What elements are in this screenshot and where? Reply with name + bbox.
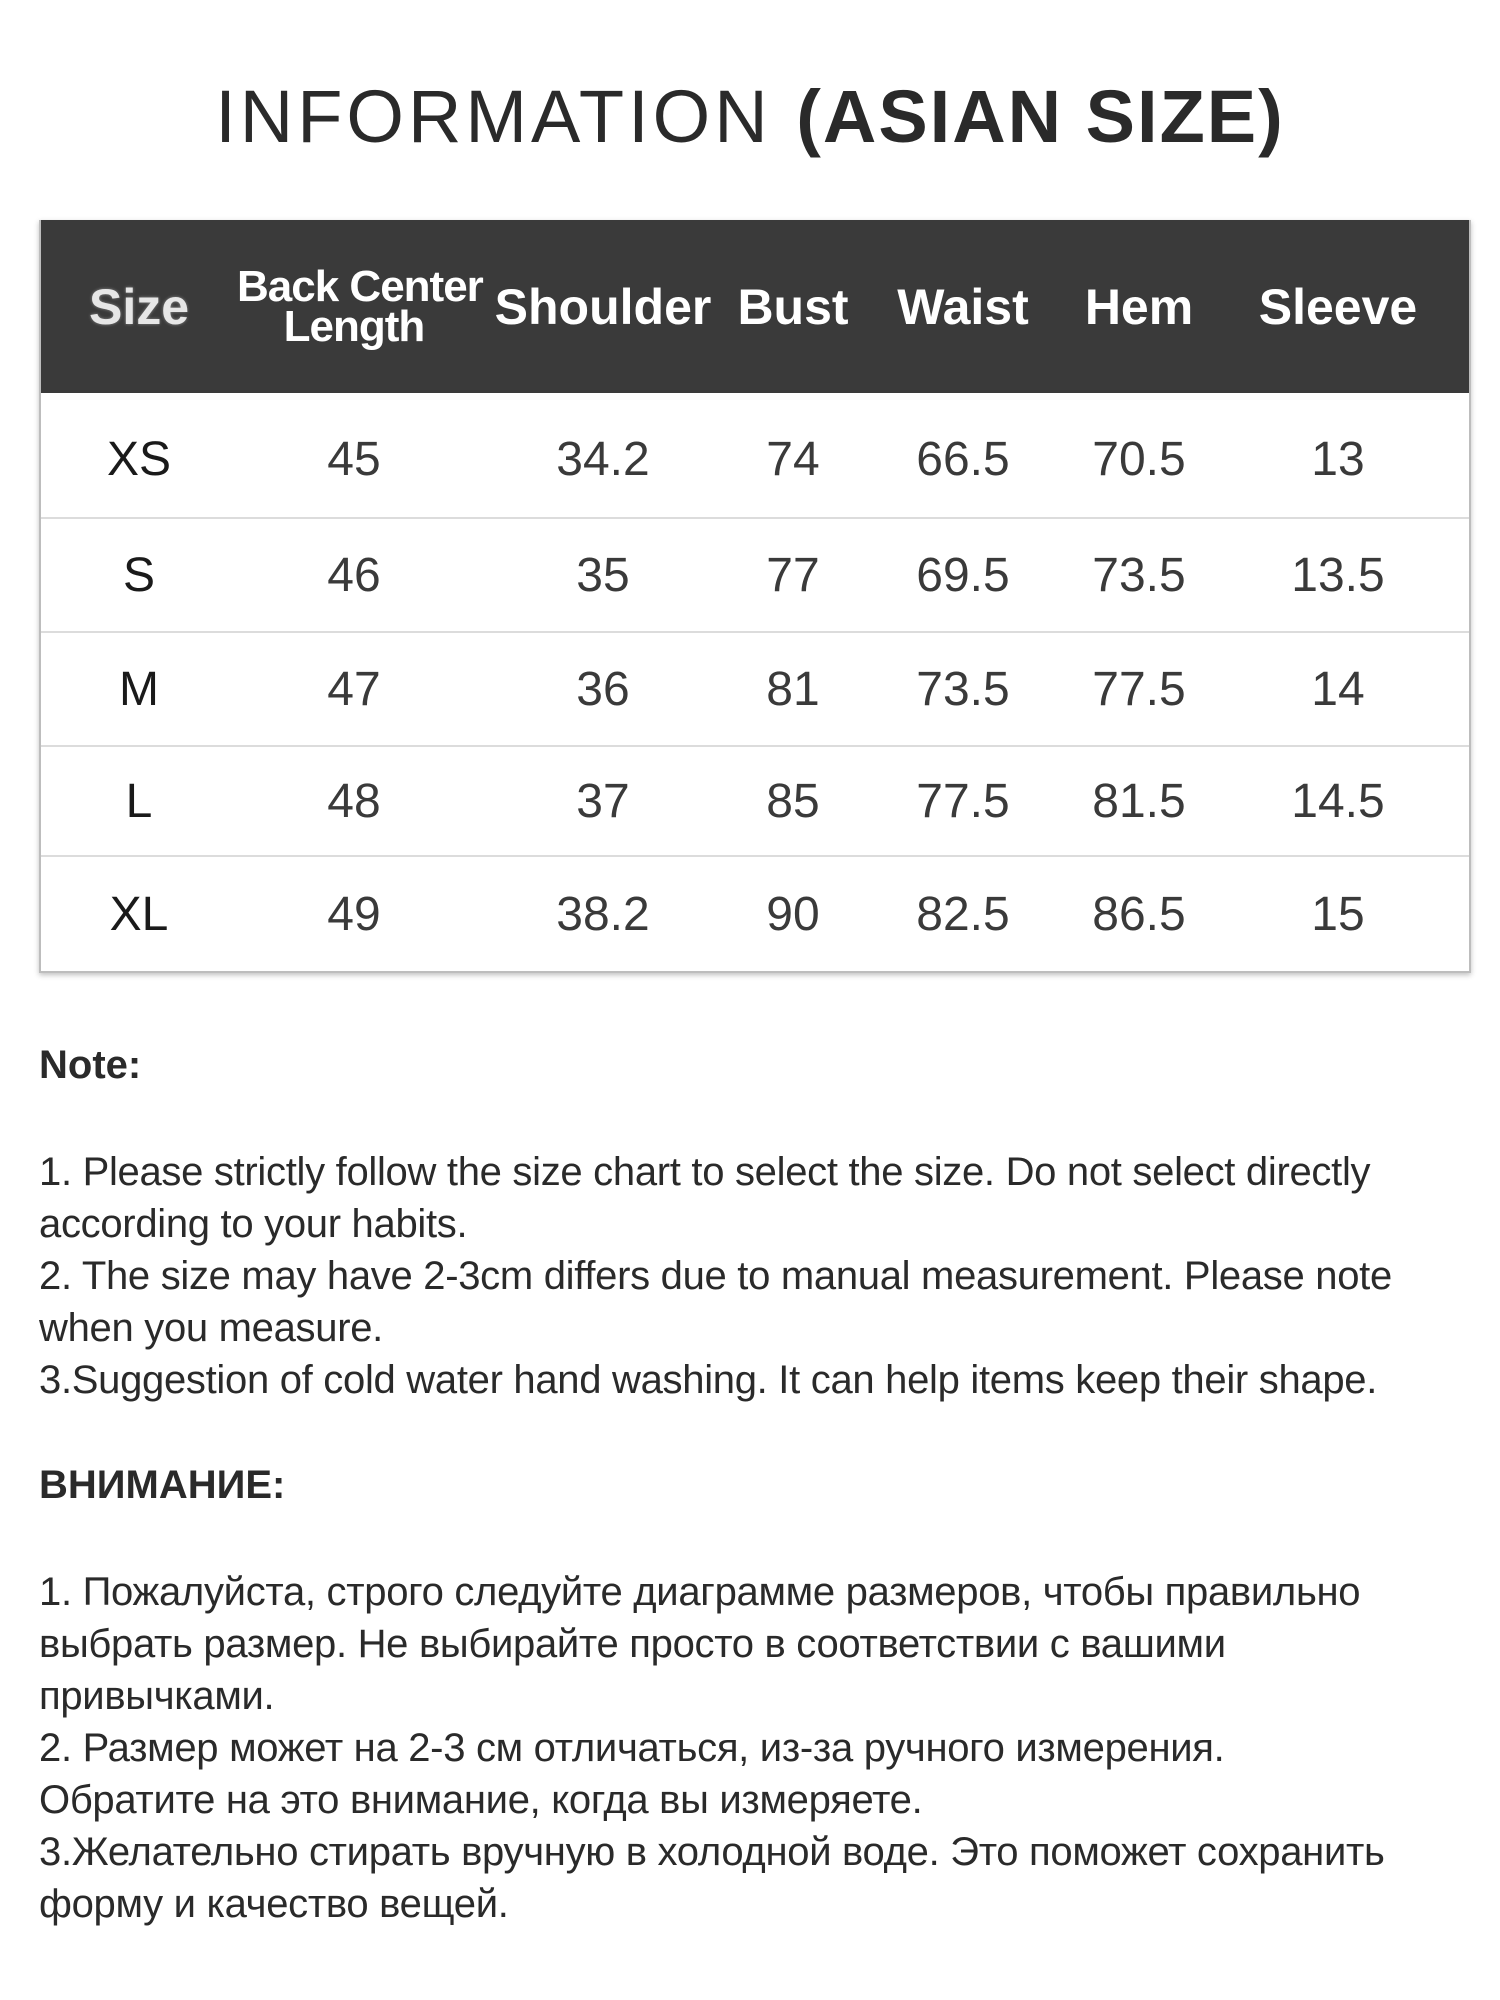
cell-back-center-length: 49 bbox=[327, 887, 381, 941]
cell-bust: 90 bbox=[766, 887, 820, 941]
cell-waist: 73.5 bbox=[916, 662, 1010, 716]
cell-hem: 70.5 bbox=[1092, 432, 1186, 486]
cell-size: S bbox=[122, 548, 155, 602]
note-line: привычками. bbox=[39, 1674, 275, 1718]
header-back-center-length bbox=[237, 261, 483, 351]
cell-size: XS bbox=[106, 432, 172, 486]
header-bust: Bust bbox=[737, 278, 849, 335]
header-sleeve: Sleeve bbox=[1258, 278, 1418, 335]
cell-waist: 82.5 bbox=[916, 887, 1010, 941]
note-russian bbox=[39, 1460, 1469, 1930]
cell-shoulder: 38.2 bbox=[556, 887, 650, 941]
note-english bbox=[39, 1040, 1469, 1406]
table-row bbox=[41, 401, 1469, 519]
cell-back-center-length: 47 bbox=[327, 662, 381, 716]
header-hem: Hem bbox=[1084, 278, 1194, 335]
size-table-header bbox=[41, 220, 1469, 393]
size-table-body bbox=[41, 393, 1469, 971]
note-line: 2. The size may have 2-3cm differs due to manual measurement. Please note bbox=[39, 1254, 1392, 1298]
cell-sleeve: 14.5 bbox=[1291, 774, 1385, 828]
table-row bbox=[41, 633, 1469, 747]
cell-sleeve: 13 bbox=[1311, 432, 1365, 486]
cell-size: M bbox=[119, 662, 159, 716]
cell-size: XL bbox=[109, 887, 169, 941]
cell-shoulder: 36 bbox=[576, 662, 630, 716]
note-english-lines bbox=[39, 1146, 1469, 1406]
table-row bbox=[41, 747, 1469, 857]
note-russian-heading: ВНИМАНИЕ: bbox=[39, 1463, 286, 1507]
note-line: according to your habits. bbox=[39, 1202, 468, 1246]
cell-back-center-length: 45 bbox=[327, 432, 381, 486]
note-line: 1. Пожалуйста, строго следуйте диаграмме размеров, чтобы правильно bbox=[39, 1570, 1361, 1614]
size-table bbox=[39, 220, 1471, 973]
note-line: 3.Suggestion of cold water hand washing. It can help items keep their shape. bbox=[39, 1358, 1378, 1402]
note-line: 3.Желательно стирать вручную в холодной воде. Это поможет сохранить bbox=[39, 1830, 1385, 1874]
cell-back-center-length: 48 bbox=[327, 774, 381, 828]
note-line: when you measure. bbox=[39, 1306, 383, 1350]
cell-hem: 86.5 bbox=[1092, 887, 1186, 941]
cell-shoulder: 35 bbox=[576, 548, 630, 602]
cell-bust: 81 bbox=[766, 662, 820, 716]
cell-hem: 73.5 bbox=[1092, 548, 1186, 602]
cell-sleeve: 14 bbox=[1311, 662, 1365, 716]
note-line: выбрать размер. Не выбирайте просто в соответствии с вашими bbox=[39, 1622, 1226, 1666]
cell-bust: 74 bbox=[766, 432, 820, 486]
cell-waist: 66.5 bbox=[916, 432, 1010, 486]
cell-size: L bbox=[125, 774, 153, 828]
header-back-center-line1: Back Center bbox=[237, 261, 483, 311]
header-size: Size bbox=[88, 278, 190, 335]
cell-shoulder: 37 bbox=[576, 774, 630, 828]
page-title bbox=[0, 72, 1500, 162]
cell-bust: 77 bbox=[766, 548, 820, 602]
note-line: форму и качество вещей. bbox=[39, 1882, 509, 1926]
table-row bbox=[41, 519, 1469, 633]
note-russian-lines bbox=[39, 1566, 1469, 1930]
header-waist: Waist bbox=[897, 278, 1029, 335]
header-back-center-line2: Length bbox=[283, 301, 425, 351]
note-line: 1. Please strictly follow the size chart to select the size. Do not select directly bbox=[39, 1150, 1371, 1194]
page-title-suffix: (ASIAN SIZE) bbox=[796, 75, 1285, 158]
cell-sleeve: 13.5 bbox=[1291, 548, 1385, 602]
table-row bbox=[41, 857, 1469, 971]
cell-back-center-length: 46 bbox=[327, 548, 381, 602]
cell-waist: 69.5 bbox=[916, 548, 1010, 602]
note-line: Обратите на это внимание, когда вы измеряете. bbox=[39, 1778, 923, 1822]
cell-hem: 81.5 bbox=[1092, 774, 1186, 828]
page-title-main: INFORMATION bbox=[215, 75, 797, 158]
cell-sleeve: 15 bbox=[1311, 887, 1365, 941]
cell-hem: 77.5 bbox=[1092, 662, 1186, 716]
note-line: 2. Размер может на 2-3 см отличаться, из-за ручного измерения. bbox=[39, 1726, 1225, 1770]
note-english-heading: Note: bbox=[39, 1043, 142, 1087]
cell-waist: 77.5 bbox=[916, 774, 1010, 828]
header-shoulder: Shoulder bbox=[494, 278, 712, 335]
cell-bust: 85 bbox=[766, 774, 820, 828]
cell-shoulder: 34.2 bbox=[556, 432, 650, 486]
